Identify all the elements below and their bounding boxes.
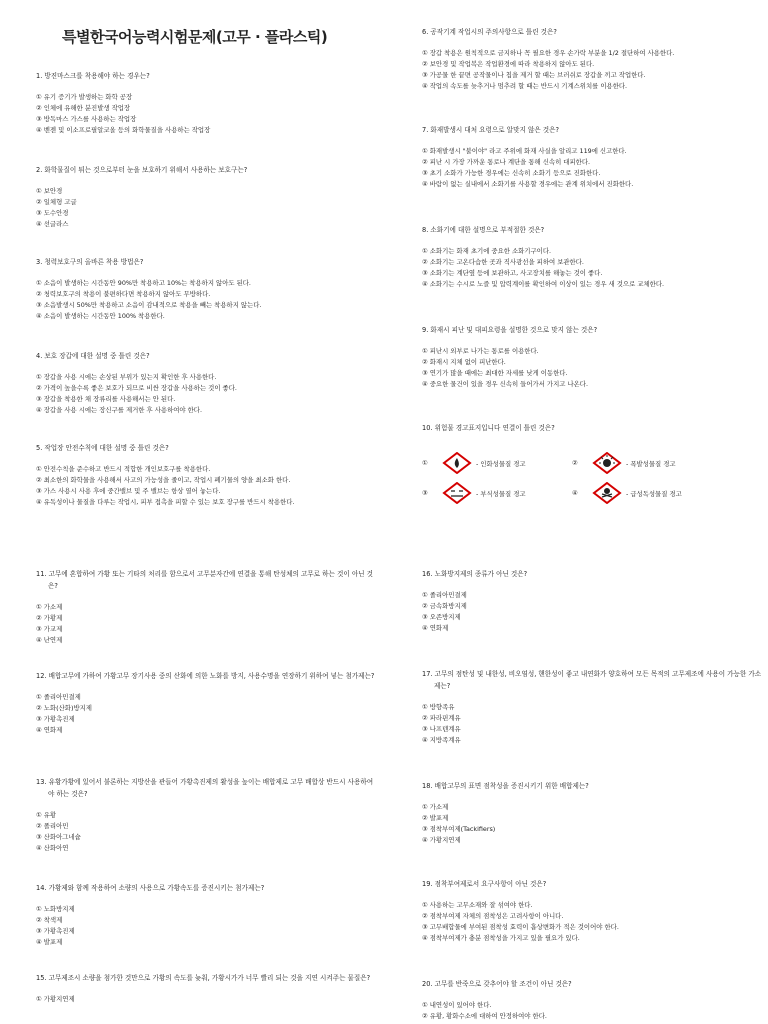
option: ② 피난 시 가장 가까운 통로나 계단을 통해 신속히 대피한다.	[422, 158, 591, 166]
question-text: 13. 유황가황에 있어서 불론하는 지방산을 관들어 가황촉진제의 활성을 높이는 배합제로 고무 배합상 반드시 사용하여야 하는 것은?	[36, 778, 374, 798]
option: ② 가격이 높을수록 좋은 보호가 되므로 비싼 장갑을 사용하는 것이 좋다.	[36, 384, 237, 392]
question-text: 10. 위험물 경고표지입니다 연결이 틀린 것은?	[422, 424, 555, 432]
question-text: 17. 고무의 점탄성 및 내한성, 비오염성, 핸한성이 좋고 내연화가 양호하여 모든 목적의 고무제조에 사용이 가능한 가소제는?	[422, 670, 762, 690]
option-number: ④	[572, 489, 578, 497]
question-text: 19. 점착부여제로서 요구사항이 아닌 것은?	[422, 880, 547, 888]
option: ① 피난시 외부로 나가는 통로를 이용한다.	[422, 347, 539, 355]
hazard-option-4	[572, 482, 682, 504]
option: ③ 산화아그네슘	[36, 833, 81, 841]
option-number: ③	[422, 489, 428, 497]
option: ③ 도수안경	[36, 209, 69, 217]
question-text: 5. 작업장 안전수칙에 대한 설명 중 틀린 것은?	[36, 444, 169, 452]
option: ③ 연기가 많을 때에는 최대한 자세를 낮게 이동한다.	[422, 369, 568, 377]
option: ② 착색제	[36, 916, 63, 924]
option-number: ①	[422, 459, 428, 467]
option: ① 내연성이 있어야 한다.	[422, 1001, 492, 1009]
question-1	[36, 70, 376, 136]
option: ① 소음이 발생하는 시간동안 90%만 착용하고 10%는 착용하지 않아도 된다.	[36, 279, 251, 287]
hazard-label: - 인화성물질 경고	[476, 459, 526, 468]
option: ③ 소화기는 계단옆 등에 보관하고, 사고장치를 해놓는 것이 좋다.	[422, 269, 603, 277]
question-text: 3. 청력보호구의 올바른 착용 방법은?	[36, 258, 144, 266]
question-text: 16. 노화방지제의 종류가 아닌 것은?	[422, 570, 528, 578]
option: ④ 지방족계유	[422, 736, 461, 744]
option: ④ 연화제	[36, 726, 63, 734]
question-13	[36, 776, 376, 854]
option: ② 청력보호구의 착용이 불편하다면 착용하지 않아도 무방하다.	[36, 290, 211, 298]
question-14	[36, 882, 376, 948]
option: ① 장갑을 사용 시에는 손상된 부위가 있는지 확인한 후 사용한다.	[36, 373, 217, 381]
option: ④ 벤젠 및 이소프로필알코올 등의 화학물질을 사용하는 작업장	[36, 126, 211, 134]
question-3	[36, 256, 376, 322]
question-text: 4. 보호 장갑에 대한 설명 중 틀린 것은?	[36, 352, 150, 360]
question-text: 2. 화학물질이 튀는 것으로부터 눈을 보호하기 위해서 사용하는 보호구는?	[36, 166, 248, 174]
option: ① 화재발생시 "불이야" 라고 주위에 화재 사실을 알리고 119에 신고한다.	[422, 147, 627, 155]
option: ① 소화기는 화재 초기에 중요한 소화기구이다.	[422, 247, 552, 255]
question-4	[36, 350, 376, 416]
option: ① 가소제	[36, 603, 63, 611]
option: ① 보안경	[36, 187, 63, 195]
option: ① 유기 증기가 발생하는 화학 공장	[36, 93, 133, 101]
option: ④ 선글라스	[36, 220, 69, 228]
question-10	[422, 422, 762, 498]
question-16	[422, 568, 762, 634]
option: ④ 점착부여제가 충분 점착성을 가지고 있을 필요가 있다.	[422, 934, 580, 942]
option: ① 안전수칙을 준수하고 반드시 적합한 개인보호구를 착용한다.	[36, 465, 211, 473]
option: ② 인체에 유해한 분진발생 작업장	[36, 104, 131, 112]
option: ③ 초기 소화가 가능한 경우에는 신속히 소화기 등으로 진화한다.	[422, 169, 601, 177]
option: ① 사용하는 고무소재와 잘 섞여야 한다.	[422, 901, 533, 909]
question-15	[36, 972, 376, 1005]
option: ④ 난연제	[36, 636, 63, 644]
hazard-option-2	[572, 452, 676, 474]
option: ③ 장갑을 착용한 채 장류리를 사용해서는 안 된다.	[36, 395, 176, 403]
option: ④ 소화기는 수시로 노즐 및 압력계이를 확인하여 이상이 있는 경우 새 것으로 교체한다.	[422, 280, 665, 288]
option: ② 금속화방지제	[422, 602, 467, 610]
page-title: 특별한국어능력시험문제(고무 · 플라스틱)	[62, 28, 328, 46]
option: ③ 방독마스 가스를 사용하는 작업장	[36, 115, 137, 123]
explosive-hazard-icon	[592, 452, 622, 474]
option: ③ 소음발생시 50%만 착용하고 소음이 감내적으로 착용을 빼는 착용하지 않는다.	[36, 301, 262, 309]
question-2	[36, 164, 376, 230]
hazard-options	[422, 452, 762, 512]
question-text: 15. 고무제조시 소량을 첨가한 것만으로 가황의 속도를 늦춰, 가황시가가 너무 빨리 되는 것을 지연 시켜주는 물질은?	[36, 974, 371, 982]
option: ② 파라핀계유	[422, 714, 461, 722]
option: ② 점착부여제 자체의 점착성은 고려사항이 아니다.	[422, 912, 564, 920]
option: ① 졸리아민결제	[36, 693, 81, 701]
hazard-label: - 폭발성물질 경고	[626, 459, 676, 468]
flammable-hazard-icon	[442, 452, 472, 474]
hazard-label: - 급성독성물질 경고	[626, 489, 682, 498]
option: ③ 가공물 한 끝면 공작물이나 칩을 제거 할 때는 브러쉬로 장갑을 끼고 작업한다.	[422, 71, 646, 79]
option: ① 가소제	[422, 803, 449, 811]
option: ④ 바람이 없는 실내에서 소화기를 사용할 경우에는 관계 위치에서 진화한다.	[422, 180, 634, 188]
question-text: 14. 가황제와 함께 작용하여 소량의 사용으로 가황속도를 증진시키는 첨가제는?	[36, 884, 265, 892]
option: ② 폴리아민	[36, 822, 69, 830]
option: ④ 연화제	[422, 624, 449, 632]
question-9	[422, 324, 762, 390]
question-8	[422, 224, 762, 290]
corrosive-hazard-icon	[442, 482, 472, 504]
question-12	[36, 670, 376, 736]
option: ③ 점착부여제(Tackifiers)	[422, 825, 496, 833]
option: ④ 유독성이나 물질을 다루는 작업시, 피부 접촉을 피할 수 있는 보호 장구를 반드시 착용한다.	[36, 498, 295, 506]
option: ① 졸리아민결제	[422, 591, 467, 599]
question-text: 9. 화재시 피난 및 대피요령을 설명한 것으로 맞지 않는 것은?	[422, 326, 598, 334]
option: ② 발포제	[422, 814, 449, 822]
toxic-hazard-icon	[592, 482, 622, 504]
question-5	[36, 442, 376, 508]
option: ② 소화기는 고온다습한 곳과 직사광선을 피하여 보관한다.	[422, 258, 584, 266]
question-20	[422, 978, 762, 1022]
question-text: 18. 배합고무의 표면 점착성을 증진시키기 위한 배합제는?	[422, 782, 589, 790]
question-text: 1. 방진마스크를 착용해야 하는 경우는?	[36, 72, 150, 80]
option: ① 장갑 착용은 원칙적으로 금지하나 꼭 필요한 경우 손가락 부분을 1/2 절단하여 사용한다.	[422, 49, 675, 57]
option: ④ 가황지연제	[422, 836, 461, 844]
option: ④ 작업의 속도를 늦추거나 멈추려 할 때는 반드시 기계스위치를 이용한다.	[422, 82, 628, 90]
question-text: 20. 고무를 반죽으로 갖추어야 할 조건이 아닌 것은?	[422, 980, 572, 988]
option: ② 노화(산화)방지제	[36, 704, 92, 712]
option-number: ②	[572, 459, 578, 467]
question-text: 11. 고무에 혼합하여 가황 또는 기타의 처리를 함으로서 고무분자간에 연결을 통해 탄성체의 고무로 하는 것이 아닌 것은?	[36, 570, 374, 590]
option: ③ 오존방지제	[422, 613, 461, 621]
question-text: 6. 공작기계 작업시의 주의사항으로 틀린 것은?	[422, 28, 557, 36]
option: ② 유황, 황화수소에 대하여 안정하여야 한다.	[422, 1012, 547, 1020]
question-17	[422, 668, 762, 746]
option: ② 보안경 및 작업복은 작업환경에 따라 착용하지 않아도 된다.	[422, 60, 595, 68]
option: ② 화재시 지체 없이 피난한다.	[422, 358, 506, 366]
option: ③ 가교제	[36, 625, 63, 633]
question-6	[422, 26, 762, 92]
option: ③ 가스 사용시 사용 후에 중간밸브 및 주 밸브는 항상 열어 놓는다.	[36, 487, 221, 495]
option: ④ 소음이 발생하는 시간동안 100% 착용한다.	[36, 312, 165, 320]
option: ③ 고무배합물에 부여된 점착성 효력이 흡상변화가 적은 것이어야 한다.	[422, 923, 619, 931]
option: ① 유황	[36, 811, 57, 819]
hazard-label: - 부식성물질 경고	[476, 489, 526, 498]
question-18	[422, 780, 762, 846]
option: ③ 나프텐계유	[422, 725, 461, 733]
question-text: 7. 화재발생시 대처 요령으로 알맞지 않은 것은?	[422, 126, 560, 134]
option: ① 가황지연제	[36, 995, 75, 1003]
option: ① 방향족유	[422, 703, 455, 711]
option: ② 가황제	[36, 614, 63, 622]
question-text: 8. 소화기에 대한 설명으로 부적절한 것은?	[422, 226, 545, 234]
option: ④ 산화아연	[36, 844, 69, 852]
hazard-option-1	[422, 452, 526, 474]
question-19	[422, 878, 762, 944]
option: ③ 가황촉진제	[36, 715, 75, 723]
question-text: 12. 배합고무에 가하여 가황고무 장기사용 중의 산화에 의한 노화를 방지, 사용수명을 연장하기 위하여 넣는 첨가제는?	[36, 672, 375, 680]
option: ④ 중요한 물건이 있을 경우 신속히 들어가서 가지고 나온다.	[422, 380, 588, 388]
hazard-option-3	[422, 482, 526, 504]
option: ③ 가황촉진제	[36, 927, 75, 935]
question-11	[36, 568, 376, 646]
option: ④ 장갑을 사용 시에는 장신구를 제거한 후 사용하여야 한다.	[36, 406, 202, 414]
option: ② 최소한의 화학물을 사용해서 사고의 가능성을 줄이고, 작업시 폐기물의 양을 최소화 한다.	[36, 476, 291, 484]
option: ② 일체형 고글	[36, 198, 77, 206]
question-7	[422, 124, 762, 190]
option: ① 노화방지제	[36, 905, 75, 913]
option: ④ 발포제	[36, 938, 63, 946]
